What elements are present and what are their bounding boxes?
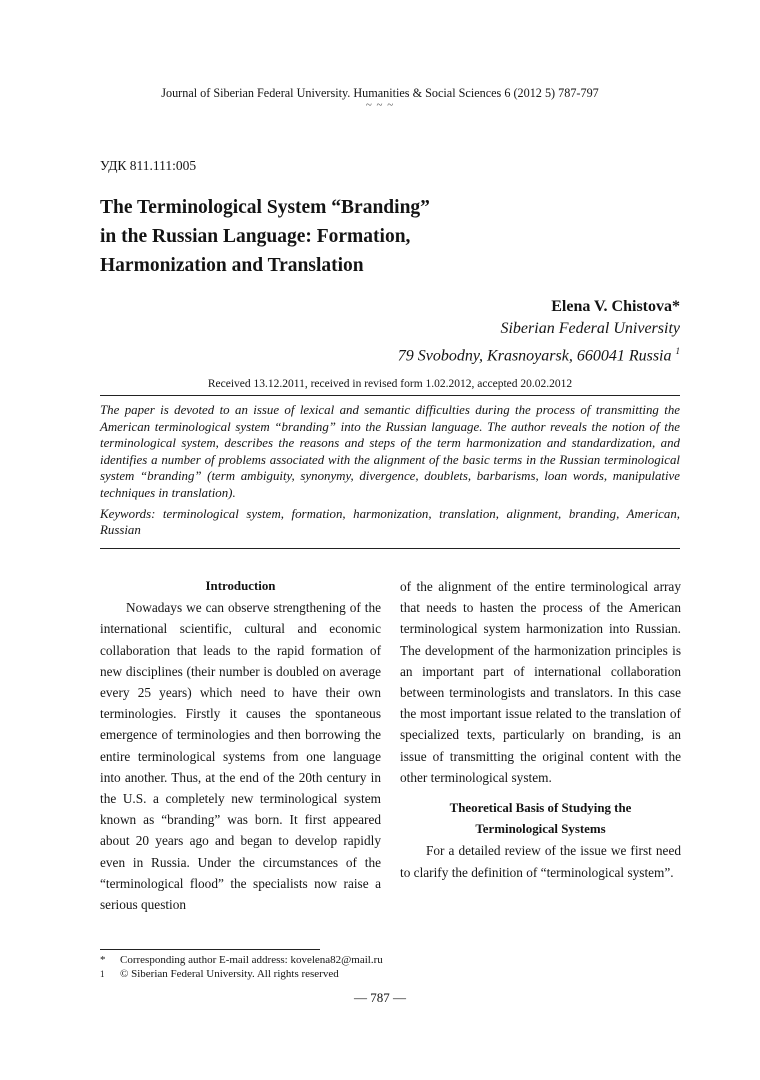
heading-line: Terminological Systems [475,822,606,837]
address-footnote-mark: 1 [675,346,680,356]
author-block [398,296,680,367]
abstract-top-rule [100,395,680,396]
footnote-rule [100,949,320,950]
title-line: Harmonization and Translation [100,255,364,276]
section-heading-theoretical-basis [400,798,681,840]
author-address [398,340,680,367]
footnote-mark: 1 [100,969,105,979]
section-heading-introduction: Introduction [205,579,276,593]
title-line: The Terminological System “Branding” [100,197,430,218]
intro-paragraph: Nowadays we can observe strengthening of the international scientific, cultural and economic collaboration that leads to the rapid formation of new disciplines (their number is doubled on average every 25 years) which need to have their own terminologies. Firstly it causes the spontaneous emergence of terminologies and then borrowing the entire terminological systems from one language into another. Thus, at the end of the 20th century in the U.S. a completely new terminological system known as “branding” was born. It first appeared about 20 years ago and began to develop rapidly even in Russia. Under the circumstances of the “terminological flood” the specialists now raise a serious question [100,600,381,913]
right-column [400,576,681,883]
paper-title [100,193,520,280]
keywords: Keywords: terminological system, formation, harmonization, translation, alignment, branding, American, Russian [100,506,680,538]
received-dates: Received 13.12.2011, received in revised form 1.02.2012, accepted 20.02.2012 [207,378,573,390]
abstract [100,402,680,539]
abstract-text: The paper is devoted to an issue of lexical and semantic difficulties during the process of transmitting the American terminological system “branding” into the Russian language. The author reveals the notion of the terminological system, describes the reasons and steps of the term harmonization and standardization, and identifies a number of problems associated with the alignment of the basic terms in the Russian terminological system “branding” (term ambiguity, synonymy, divergence, doublets, barbarisms, loan words, manipulative techniques in translation). [100,403,680,500]
header-ornament: ~ ~ ~ [365,99,395,111]
author-affiliation: Siberian Federal University [500,320,680,337]
heading-line: Theoretical Basis of Studying the [449,801,632,816]
footnote [100,967,383,981]
journal-header: Journal of Siberian Federal University. Humanities & Social Sciences 6 (2012 5) 787-797 [161,86,599,100]
page-number: — 787 — [354,990,406,1005]
footnote-text: Corresponding author E-mail address: kovelena82@mail.ru [120,954,383,966]
title-line: in the Russian Language: Formation, [100,226,411,247]
footnote-mark: * [100,954,106,966]
address-text: 79 Svobodny, Krasnoyarsk, 660041 Russia [397,347,672,365]
udc-code: УДК 811.111:005 [100,158,197,173]
footnote-text: © Siberian Federal University. All rights reserved [120,968,339,980]
footnotes [100,953,383,981]
left-column [100,576,381,915]
author-name: Elena V. Chistova* [551,298,680,315]
abstract-bottom-rule [100,548,680,549]
footnote [100,953,383,967]
continuation-paragraph: of the alignment of the entire terminological array that needs to hasten the process of the American terminological system harmonization into Russian. The development of the harmonization principles is an important part of international collaboration between terminologists and translators. In this case the most important issue related to the translation of specialized texts, particularly on branding, is an issue of transmitting the original content with the other terminological system. [400,579,681,785]
theory-paragraph: For a detailed review of the issue we first need to clarify the definition of “terminological system”. [400,843,681,880]
